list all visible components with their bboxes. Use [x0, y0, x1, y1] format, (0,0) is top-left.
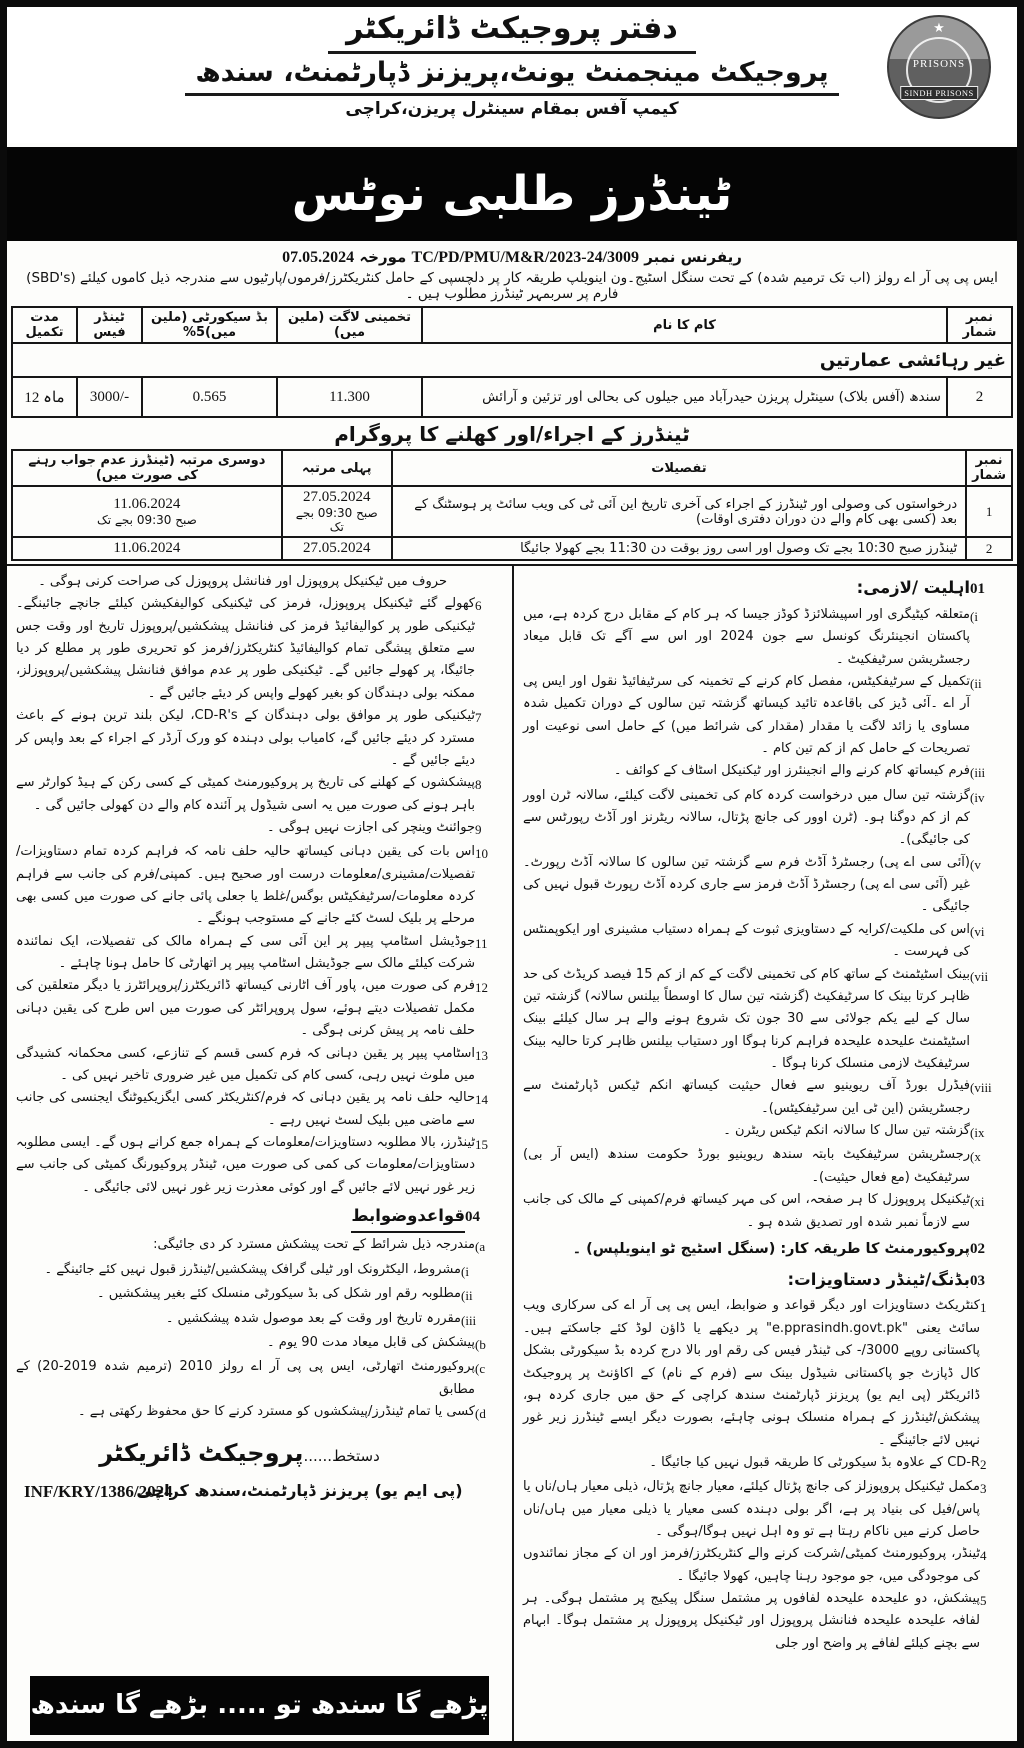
list-item [523, 1476, 1008, 1543]
section-bidding-documents [523, 1266, 1008, 1295]
item-number: (c [475, 1361, 486, 1377]
item-text: ٹیکنیکل پروپوزل کا ہر صفحہ، اس کی مہر کیساتھ فرم/کمپنی کے مالک کی جانب سے لازماً نمبر شدہ اور تصدیق شدہ ہو ۔ [523, 1192, 970, 1230]
item-number: (d [475, 1405, 486, 1421]
item-number: (viii [970, 1080, 992, 1096]
list-item [16, 1132, 503, 1199]
item-text: فرم کی صورت میں، پاور آف اٹارنی کیساتھ ڈائریکٹرز/پروپرائٹرز یا دیگر متعلقین کی مکمل تفصیلات دیتے ہوئے، سول پروپرائٹر کی صورت میں اس طرح کی یقین دہانی حلف نامہ پر پیش کرنی ہوگی ۔ [16, 978, 475, 1039]
list-item [523, 1144, 1008, 1189]
item-number: (a [475, 1239, 486, 1255]
schedule-serial: 1 [966, 486, 1012, 537]
list-item [523, 1295, 1008, 1452]
item-text: گزشتہ تین سال میں درخواست کردہ کام کی تخمینی لاگت کیلئے، سالانہ ٹرن اوور کم از کم دوگنا ہو۔ (ٹرن اوور کی جانچ پڑتال، سالانہ ریٹرنز اور آڈٹ رپورٹس سے کی جائیگی)۔ [523, 787, 970, 848]
list-item [523, 1543, 1008, 1588]
list-item [523, 785, 1008, 852]
right-column [512, 566, 1017, 1741]
item-text: کھولے گئے ٹیکنیکل پروپوزل، فرمز کی ٹیکنیکی کوالیفکیشن کیلئے جانچے جائینگے۔ ٹیکنیکی طور پر کوالیفائیڈ فرمز کی فنانشل پیشکشیں/پروپوزل تاریخ اور وقت جس سے متعلق پیشگی تمام کوالیفائیڈ کنٹریکٹرز/فرمز کو تحریری طور پر مطلع کر دیا جائیگا، پر کھولے جائیں گے۔ ٹیکنیکی طور پر عدم موافق فنانشل پیشکشیں/پروپوزلز، ممکنہ بولی دہندگان کو بغیر کھولے واپس کر دیئے جائیں گے ۔ [16, 596, 475, 701]
section-title: اہلیت /لازمی: [856, 578, 970, 597]
work-name: سندھ (آفس بلاک) سینٹرل پریزن حیدرآباد میں جیلوں کی بحالی اور تزئین و آرائش [422, 377, 947, 417]
work-bid-security: 0.565 [142, 377, 277, 417]
office-title: دفتر پروجیکٹ ڈائریکٹر [328, 11, 696, 54]
col-bid-security: بڈ سیکورٹی (ملین میں)5% [142, 307, 277, 343]
section-procurement-method [523, 1237, 1008, 1263]
item-number: (ii [461, 1288, 473, 1304]
rule-item [16, 1259, 503, 1283]
item-text: مطلوبہ رقم اور شکل کی بڈ سیکورٹی منسلک کئے بغیر پیشکشیں ۔ [97, 1286, 461, 1302]
schedule-first-date [282, 537, 392, 560]
item-number: 2 [980, 1456, 987, 1472]
item-number: (xi [970, 1194, 985, 1210]
schedule-details: درخواستوں کی وصولی اور ٹینڈرز کے اجراء کی آخری تاریخ این آئی ٹی کی ویب سائٹ پر ہوسٹنگ کے بعد (کسی بھی کام والے دن دوران دفتری اوقات) [392, 486, 966, 537]
item-text: کنٹریکٹ دستاویزات اور دیگر قواعد و ضوابط، ایس پی پی آر اے کی سرکاری ویب سائٹ یعنی "e.pprasindh.govt.pk" پر دیکھے یا ڈاؤن لوڈ کئے جاسکتے ہیں۔ پاکستانی روپے 3000/- کی ٹینڈر فیس کی رقم اور بالا درج کردہ بڈ سیکورٹی بشکل کال ڈپازٹ جو پاکستانی شیڈول بینک سے (فرم کے نام) کے اکاؤنٹ پر پروجیکٹ ڈائریکٹر (پی ایم یو) پریزنز ڈپارٹمنٹ سندھ کراچی کے حق میں جاری کردہ ہو، پیشکش/ٹینڈرز کے ہمراہ منسلک ہونی چاہئے، بصورت دیگر ایسے ٹینڈرز زیر غور نہیں لائے جائینگے ۔ [523, 1298, 981, 1448]
item-number: (iii [461, 1312, 477, 1328]
section-title: بڈنگ/ٹینڈر دستاویزات: [787, 1269, 970, 1289]
works-table [11, 306, 1013, 418]
item-number: (ix [970, 1125, 985, 1141]
item-number: 6 [475, 598, 482, 614]
item-text: ٹینڈر، پروکیورمنٹ کمیٹی/شرکت کرنے والے کنٹریکٹرز/فرمز اور ان کے مجاز نمائندوں کی موجودگی میں، جو موجود رہنا چاہیں، کھولا جائیگا ۔ [523, 1546, 980, 1584]
item-number: (iv [970, 789, 985, 805]
item-number: (b [475, 1336, 486, 1352]
works-section-row [12, 343, 1012, 377]
item-number: 14 [475, 1092, 488, 1108]
item-number: 11 [475, 935, 488, 951]
time-value: صبح 09:30 بجے تک [96, 513, 197, 527]
item-text: رجسٹریشن سرٹیفکیٹ بابتہ سندھ ریوینیو بورڈ حکومت سندھ (ایس آر بی) سرٹیفکیٹ (مع فعال حیثیت)۔ [523, 1147, 970, 1185]
work-tender-fee: 3000/- [77, 377, 142, 417]
item-text: تکمیل کے سرٹیفکیٹس، مفصل کام کرنے کے تخمینہ کی سرٹیفائیڈ نقول اور ایس پی آر اے ۔آئی ڈیز کی باقاعدہ تائید کیساتھ گزشتہ تین سالوں کے دوران تکمیل شدہ مساوی یا زائد لاگت یا مقدار (مقدار کی شرائط میں) کے حامل اسی نوعیت اور تصریحات کے حامل کم از کم تین کام ۔ [523, 673, 970, 756]
rule-item [16, 1332, 503, 1356]
sindh-prisons-logo-icon [887, 15, 991, 119]
section-number: 04 [465, 1209, 480, 1226]
list-item [16, 841, 503, 930]
item-number: (i [970, 608, 978, 624]
section-number: 02 [970, 1240, 985, 1257]
col-work-name: کام کا نام [422, 307, 947, 343]
rule-item [16, 1308, 503, 1332]
ad-inner [7, 7, 1017, 1741]
date-value: 11.06.2024 [113, 540, 181, 556]
list-item [523, 919, 1008, 964]
date-value: 11.06.2024 [113, 496, 181, 512]
item-number: 3 [980, 1481, 987, 1497]
col-details: تفصیلات [392, 450, 966, 486]
item-number: (v [970, 856, 981, 872]
list-item [523, 1189, 1008, 1234]
continuation-text: حروف میں ٹیکنیکل پروپوزل اور فنانشل پروپوزل کی صراحت کرنی ہوگی ۔ [38, 574, 447, 589]
signatory-department: (پی ایم یو) پریزنز ڈپارٹمنٹ،سندھ کراچی [136, 1480, 463, 1500]
schedule-table [11, 449, 1013, 561]
item-number: 5 [980, 1593, 987, 1609]
rule-item [16, 1356, 503, 1401]
item-text: مندرجہ ذیل شرائط کے تحت پیشکش مسترد کر دی جائیگی: [153, 1237, 475, 1253]
section-number: 03 [970, 1272, 985, 1289]
list-item [523, 1120, 1008, 1144]
works-table-row [12, 377, 1012, 417]
department-title: پروجیکٹ مینجمنٹ یونٹ،پریزنز ڈپارٹمنٹ، سندھ [185, 57, 838, 96]
col-second-time: دوسری مرتبہ (ٹینڈرز عدم جواب رہنے کی صورت میں) [12, 450, 282, 486]
list-item [16, 817, 503, 841]
section-eligibility [523, 574, 1008, 603]
item-number: 12 [475, 980, 488, 996]
item-number: 9 [475, 821, 482, 837]
rule-item [16, 1401, 503, 1425]
item-text: بینک اسٹیٹمنٹ کے ساتھ کام کی تخمینی لاگت کے کم از کم 15 فیصد کریڈٹ کی حد ظاہر کرتا بینک کا سرٹیفکیٹ (گزشتہ تین سال کا اوسطاً بیلنس سالانہ) گزشتہ تین سال کے لیے یکم جولائی سے 30 جون تک شروع ہونے والے ہر سال کیلئے بینک اسٹیٹمنٹ علیحدہ علیحدہ فراہم کرنا ہوگا اور دستیاب بیلنس ظاہر کرتا حالیہ بینک سرٹیفکیٹ لازمی منسلک کرنا ہوگا ۔ [523, 966, 970, 1071]
list-item [523, 964, 1008, 1076]
list-item [16, 772, 503, 817]
item-text: پروکیورمنٹ اتھارٹی، ایس پی پی آر اے رولز 2010 (ترمیم شدہ 2019-20) کے مطابق [16, 1359, 476, 1397]
body-columns [7, 564, 1017, 1741]
item-text: پیشکش کی قابل میعاد مدت 90 یوم ۔ [267, 1334, 475, 1350]
item-number: 1 [980, 1300, 987, 1316]
schedule-serial: 2 [966, 537, 1012, 560]
schedule-title: ٹینڈرز کے اجراء/اور کھلنے کا پروگرام [334, 422, 690, 446]
reference-date: 07.05.2024 [282, 249, 355, 266]
item-text: جوائنٹ وینچر کی اجازت نہیں ہوگی ۔ [266, 819, 475, 835]
signatory-title: پروجیکٹ ڈائریکٹر [99, 1439, 304, 1468]
list-item [16, 593, 503, 705]
item-number: (vi [970, 923, 985, 939]
notice-banner-title: ٹینڈرز طلبی نوٹس [291, 166, 733, 222]
rule-item [16, 1234, 503, 1258]
col-completion-period: مدت تکمیل [12, 307, 77, 343]
reference-label: ریفرنس نمبر [644, 248, 742, 266]
item-text: اسٹامپ پیپر پر یقین دہانی کہ فرم کسی قسم کے تنازعے، کسی محکمانہ کشیدگی میں ملوث نہیں رہی، کسی کام کی تکمیل میں غیر ضروری تاخیر نہیں کی ۔ [16, 1045, 475, 1083]
item-text: متعلقہ کیٹیگری اور اسپیشلائزڈ کوڈز جیسا کہ ہر کام کے مقابل درج کردہ ہے، میں پاکستان انجینئرنگ کونسل سے جون 2024 اور اس سے آگے تک قابل میعاد رجسٹریشن سرٹیفکیٹ ۔ [523, 606, 970, 667]
works-section-label: غیر رہائشی عمارتیں [12, 343, 1012, 377]
item-text: CD-R کے علاوہ بڈ سیکورٹی کا طریقہ قبول نہیں کیا جائیگا ۔ [649, 1454, 980, 1470]
item-text: پیشکشوں کے کھلنے کی تاریخ پر پروکیورمنٹ کمیٹی کے کسی رکن کے ہیڈ کوارٹر سے باہر ہونے کی صورت میں یہ اسی شیڈول پر آئندہ کام والے دن کھولی جائیں گی ۔ [16, 775, 475, 813]
item-text: پیشکش، دو علیحدہ علیحدہ لفافوں پر مشتمل سنگل پیکیج پر مشتمل ہوگی۔ ہر لفافہ علیحدہ علیحدہ فنانشل پروپوزل اور ٹیکنیکل پروپوزل پر مشتمل ہوگا۔ ابہام سے بچنے کیلئے لفافے پر واضح اور جلی [523, 1591, 980, 1651]
schedule-header-row [12, 450, 1012, 486]
signature-line [16, 1433, 463, 1474]
work-completion: 12 ماہ [12, 377, 77, 417]
section-number: 01 [970, 581, 985, 597]
col-serial: نمبر شمار [966, 450, 1012, 486]
inf-number: INF/KRY/1386/2024 [24, 1481, 173, 1501]
time-value: صبح 09:30 بجے تک [295, 506, 378, 534]
item-number: (i [461, 1263, 469, 1279]
signature-dots: ...... [303, 1447, 333, 1466]
dated-label: مورخہ [359, 248, 407, 266]
reference-line [7, 241, 1017, 269]
intro-paragraph: ایس پی پی آر اے رولز (اب تک ترمیم شدہ) کے تحت سنگل اسٹیج۔ون اینویلپ طریقہ کار پر دلچسپی کے حامل کنٹریکٹرز/فرموں/پارٹیوں سے مندرجہ ذیل کاموں کیلئے (SBD's) فارم پر سربمہر ٹینڈرز مطلوب ہیں ۔ [26, 270, 998, 302]
item-text: ٹینڈرز، بالا مطلوبہ دستاویزات/معلومات کے ہمراہ جمع کرانے ہوں گے۔ ایسی مطلوبہ دستاویزات/معلومات کی کمی کی صورت میں، ٹینڈر پروکیورنگ کمیٹی کی جانب سے زیر غور نہیں لائے جائیں گے اور کوئی معذرت زیر غور نہیں لائی جائیگی ۔ [16, 1134, 475, 1195]
signature-block [16, 1425, 503, 1508]
item-text: گزشتہ تین سال کا سالانہ انکم ٹیکس ریٹرن ۔ [723, 1123, 970, 1139]
list-item [523, 1075, 1008, 1120]
reference-number: TC/PD/PMU/M&R/2023-24/3009 [411, 249, 640, 266]
item-number: (vii [970, 968, 989, 984]
work-serial: 2 [947, 377, 1012, 417]
item-number: 15 [475, 1136, 488, 1152]
list-item [523, 852, 1008, 919]
item-text: مشروط، الیکٹرونک اور ٹیلی گرافک پیشکشیں/ٹینڈرز قبول نہیں کئے جائینگے ۔ [44, 1261, 461, 1277]
list-item [523, 671, 1008, 760]
item-text: ٹیکنیکی طور پر موافق بولی دہندگان کے CD-R's، لیکن بلند ترین ہونے کے باعث مسترد کر دیئے جائیں گے، کامیاب بولی دہندہ کو ورک آرڈر کے اجراء کے بعد واپس کر دیئے جائیں گے ۔ [16, 708, 475, 768]
date-value: 27.05.2024 [303, 540, 371, 556]
work-cost: 11.300 [277, 377, 422, 417]
item-text: مکمل ٹیکنیکل پروپوزلز کی جانچ پڑتال کیلئے، معیار جانچ پڑتال، ذیلی معیار ہاں/ناں یا پاس/فیل کی بنیاد پر ہے، اگر بولی دہندہ کسی معیار یا ذیلی معیار میں ہاں/ناں حاصل کرنے میں ناکام رہتا ہے تو وہ اہل نہیں ہوگا/ہوگی ۔ [523, 1479, 980, 1540]
notice-banner [7, 147, 1017, 241]
section-title: قواعدوضوابط [351, 1202, 465, 1233]
rule-item [16, 1283, 503, 1307]
item-number: 4 [980, 1548, 987, 1564]
item-number: (iii [970, 765, 986, 781]
header [7, 7, 1017, 143]
item-number: (x [970, 1149, 981, 1165]
item-text: (آئی سی اے پی) رجسٹرڈ آڈٹ فرم سے گزشتہ تین سالوں کا سالانہ آڈٹ رپورٹ۔ غیر (آئی سی اے پی) رجسٹرڈ آڈٹ فرمز سے جاری کردہ آڈٹ رپورٹ قبول نہیں کی جائیگی ۔ [523, 854, 970, 915]
logo-prisons-text: PRISONS [912, 58, 966, 70]
list-item [523, 1452, 1008, 1476]
list-item [16, 1087, 503, 1132]
star-icon: ★ [933, 21, 945, 36]
item-number: 13 [475, 1047, 488, 1063]
list-item [523, 1588, 1008, 1655]
section-rules [16, 1202, 503, 1233]
col-tender-fee: ٹینڈر فیس [77, 307, 142, 343]
item-text: اس کی ملکیت/کرایہ کے دستاویزی ثبوت کے ہمراہ دستیاب مشینری اور ایکوپمنٹس کی فہرست ۔ [523, 921, 970, 960]
left-column [7, 566, 512, 1741]
list-item [16, 975, 503, 1042]
item-text: حالیہ حلف نامہ پر یقین دہانی کہ فرم/کنٹریکٹر کسی ایگزیکیوٹنگ ایجنسی کی جانب سے ماضی میں بلیک لسٹ نہیں رہے ۔ [16, 1090, 475, 1128]
schedule-row [12, 486, 1012, 537]
list-item [523, 604, 1008, 671]
item-number: 7 [475, 710, 482, 726]
list-item [523, 760, 1008, 784]
logo-ribbon-text: SINDH PRISONS [900, 86, 978, 100]
col-estimated-cost: تخمینی لاگت (ملین میں) [277, 307, 422, 343]
signature-label: دستخط [332, 1447, 380, 1466]
slogan-banner: پڑھے گا سندھ تو ..... بڑھے گا سندھ [30, 1676, 489, 1735]
schedule-row [12, 537, 1012, 560]
works-table-header-row [12, 307, 1012, 343]
camp-office-subtitle: کیمپ آفس بمقام سینٹرل پریزن،کراچی [345, 99, 679, 120]
schedule-second-date [12, 537, 282, 560]
item-text: فرم کیساتھ کام کرنے والے انجینئرز اور ٹیکنیکل اسٹاف کے کوائف ۔ [613, 763, 970, 779]
col-serial: نمبر شمار [947, 307, 1012, 343]
item-text: مقررہ تاریخ اور وقت کے بعد موصول شدہ پیشکشیں ۔ [165, 1310, 461, 1326]
list-item [16, 931, 503, 976]
item-text: فیڈرل بورڈ آف ریوینیو سے فعال حیثیت کیساتھ انکم ٹیکس ڈپارٹمنٹ سے رجسٹریشن (این ٹی این سرٹیفکیٹس)۔ [523, 1078, 970, 1116]
item-text: جوڈیشل اسٹامپ پیپر پر این آئی سی کے ہمراہ مالک کی تفصیلات، ایک نمائندہ شرکت کیلئے مالک سے جوڈیشل اسٹامپ پیپر پر اتھارٹی کا حامل ہونا چاہئے ۔ [16, 933, 475, 972]
list-item [16, 705, 503, 772]
item-number: 10 [475, 846, 488, 862]
section-text: پروکیورمنٹ کا طریقہ کار: (سنگل اسٹیج ٹو اینویلپس) ۔ [572, 1240, 970, 1257]
col-first-time: پہلی مرتبہ [282, 450, 392, 486]
item-number: (ii [970, 675, 982, 691]
item-number: 8 [475, 777, 482, 793]
schedule-second-date [12, 486, 282, 537]
list-item [16, 1043, 503, 1088]
schedule-details: ٹینڈرز صبح 10:30 بجے تک وصول اور اسی روز بوقت دن 11:30 بجے کھولا جائیگا [392, 537, 966, 560]
date-value: 27.05.2024 [303, 489, 371, 505]
schedule-first-date [282, 486, 392, 537]
item-text: اس بات کی یقین دہانی کیساتھ حالیہ حلف نامہ کہ فراہم کردہ تمام دستاویزات/تفصیلات/مشینری/معلومات درست اور صحیح ہیں۔ کمپنی/فرم کی جانب سے فراہم کردہ معلومات/سرٹیفکیٹس بوگس/غلط یا جعلی پائی جانے کی صورت میں کسی بھی مرحلے پر بلیک لسٹ کئے جانے کے مستوجب ہونگے ۔ [16, 844, 475, 927]
item-text: کسی یا تمام ٹینڈرز/پیشکشوں کو مسترد کرنے کا حق محفوظ رکھتی ہے ۔ [77, 1403, 475, 1419]
